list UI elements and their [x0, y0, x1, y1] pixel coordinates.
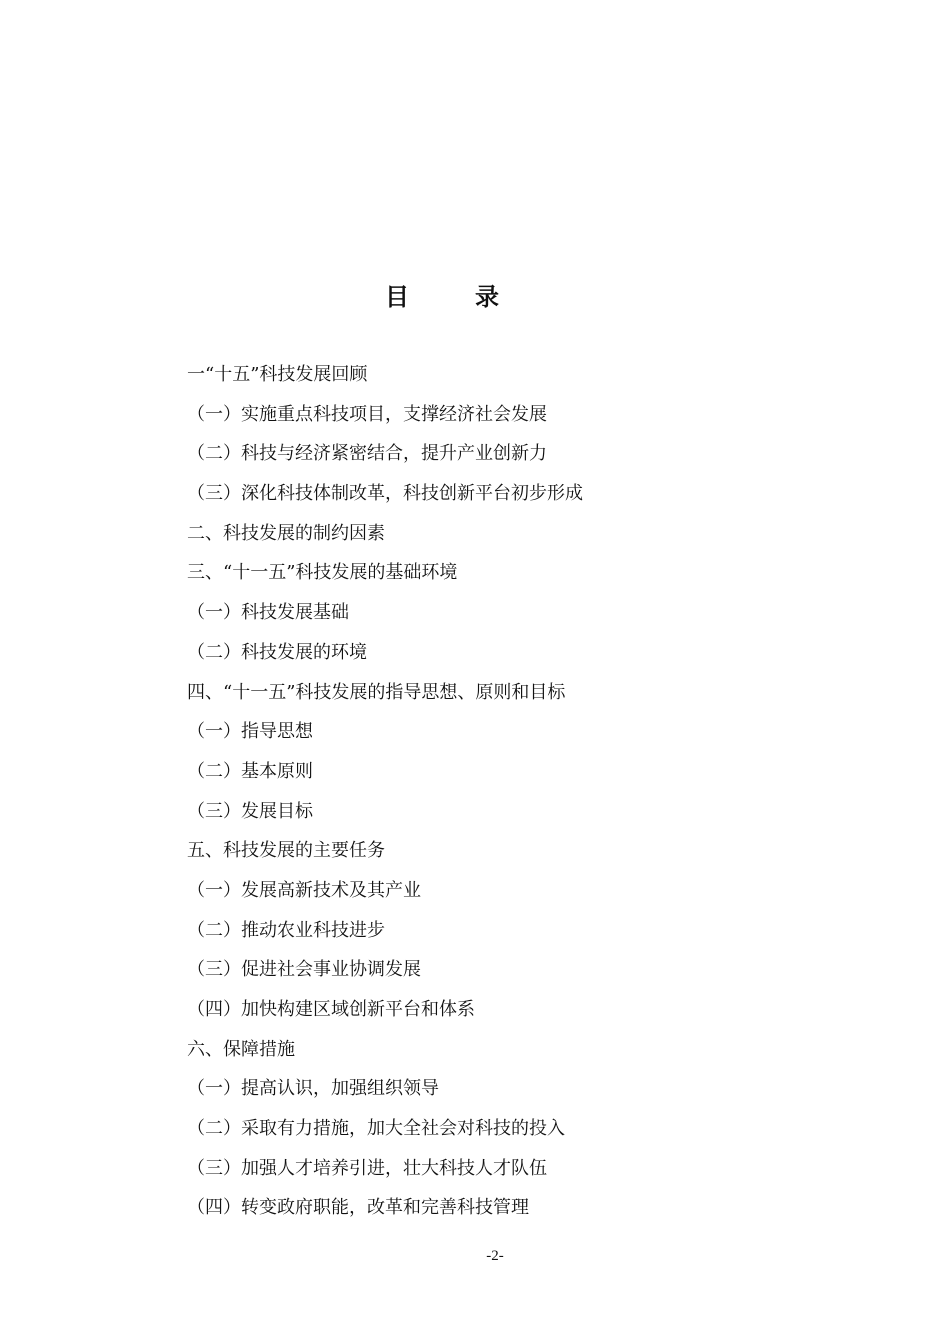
toc-title: 目录 — [385, 283, 565, 311]
toc-entry[interactable]: （一）实施重点科技项目，支撑经济社会发展 — [187, 403, 547, 425]
toc-entry[interactable]: （一）提高认识，加强组织领导 — [187, 1078, 439, 1100]
toc-entry[interactable]: 六、保障措施 — [187, 1038, 295, 1060]
toc-entry[interactable]: （三）促进社会事业协调发展 — [187, 959, 421, 981]
toc-entry[interactable]: （二）基本原则 — [187, 760, 313, 782]
toc-entry[interactable]: 二、科技发展的制约因素 — [187, 522, 385, 544]
toc-entry[interactable]: （三）发展目标 — [187, 800, 313, 822]
toc-entry[interactable]: （三）加强人才培养引进，壮大科技人才队伍 — [187, 1157, 547, 1179]
toc-entry[interactable]: （四）转变政府职能，改革和完善科技管理 — [187, 1197, 529, 1219]
toc-entry[interactable]: （二）科技发展的环境 — [187, 641, 367, 663]
toc-entry[interactable]: （一）指导思想 — [187, 721, 313, 743]
toc-entry[interactable]: 一“十五”科技发展回顾 — [187, 364, 368, 385]
toc-entry[interactable]: （四）加快构建区域创新平台和体系 — [187, 999, 475, 1020]
toc-entry[interactable]: （一）科技发展基础 — [187, 602, 349, 624]
toc-entry[interactable]: 五、科技发展的主要任务 — [187, 840, 385, 862]
toc-entry[interactable]: （三）深化科技体制改革，科技创新平台初步形成 — [187, 483, 583, 505]
toc-entry[interactable]: 三、“十一五”科技发展的基础环境 — [187, 562, 458, 584]
toc-entry[interactable]: （二）推动农业科技进步 — [187, 919, 385, 941]
page-number: -2- — [486, 1248, 504, 1264]
table-of-contents — [187, 359, 787, 1232]
toc-entry[interactable]: （二）采取有力措施，加大全社会对科技的投入 — [187, 1118, 565, 1140]
toc-entry[interactable]: （一）发展高新技术及其产业 — [187, 879, 421, 901]
toc-entry[interactable]: 四、“十一五”科技发展的指导思想、原则和目标 — [187, 681, 566, 703]
toc-entry[interactable]: （二）科技与经济紧密结合，提升产业创新力 — [187, 443, 547, 465]
